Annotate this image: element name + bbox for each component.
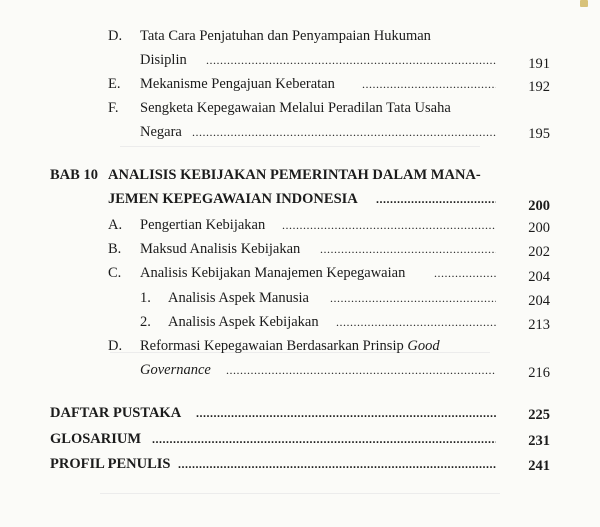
- toc-page-number: 191: [528, 56, 550, 72]
- toc-page-number: 200: [528, 220, 550, 236]
- toc-leader-dots: [206, 51, 496, 69]
- toc-leader-dots: [178, 455, 496, 473]
- toc-page-number: 204: [528, 293, 550, 309]
- toc-leader-dots: [226, 361, 496, 379]
- toc-leader-dots: [336, 313, 496, 331]
- toc-page-number: 216: [528, 365, 550, 381]
- toc-subtitle: Analisis Aspek Kebijakan: [168, 314, 319, 330]
- backmatter-page-number: 241: [528, 458, 550, 474]
- chapter-label: BAB 10: [50, 167, 98, 183]
- toc-letter: E.: [108, 76, 121, 92]
- toc-leader-dots: [282, 216, 496, 234]
- toc-page-number: 204: [528, 269, 550, 285]
- toc-leader-dots: [196, 404, 496, 422]
- toc-title-cont: Governance: [140, 362, 211, 378]
- toc-page-number: 195: [528, 126, 550, 142]
- toc-leader-dots: [192, 123, 496, 141]
- toc-subtitle: Analisis Aspek Manusia: [168, 290, 309, 306]
- chapter-title-cont: JEMEN KEPEGAWAIAN INDONESIA: [108, 191, 358, 207]
- toc-page-number: 213: [528, 317, 550, 333]
- toc-subnumber: 2.: [140, 314, 151, 330]
- backmatter-title: GLOSARIUM: [50, 431, 142, 447]
- backmatter-page-number: 225: [528, 407, 550, 423]
- toc-letter: D.: [108, 338, 123, 354]
- toc-title: Sengketa Kepegawaian Melalui Peradilan Tata Usaha: [140, 100, 451, 116]
- toc-title: Analisis Kebijakan Manajemen Kepegawaian: [140, 265, 406, 281]
- toc-title: Pengertian Kebijakan: [140, 217, 266, 233]
- toc-letter: F.: [108, 100, 119, 116]
- toc-letter: A.: [108, 217, 123, 233]
- toc-title-cont: Disiplin: [140, 52, 187, 68]
- toc-title-italic: Good: [407, 338, 440, 354]
- toc-title-cont: Negara: [140, 124, 182, 140]
- toc-title: Tata Cara Penjatuhan dan Penyampaian Hukuman: [140, 28, 431, 44]
- page-corner-marker: [580, 0, 588, 7]
- bleed-through-line: [120, 146, 480, 147]
- toc-page-number: 202: [528, 244, 550, 260]
- toc-subnumber: 1.: [140, 290, 151, 306]
- toc-letter: B.: [108, 241, 122, 257]
- backmatter-page-number: 231: [528, 433, 550, 449]
- toc-leader-dots: [320, 240, 496, 258]
- toc-title: Mekanisme Pengajuan Keberatan: [140, 76, 335, 92]
- toc-page-number: 192: [528, 79, 550, 95]
- toc-letter: C.: [108, 265, 122, 281]
- backmatter-title: DAFTAR PUSTAKA: [50, 405, 182, 421]
- toc-leader-dots: [330, 289, 496, 307]
- toc-leader-dots: [434, 264, 496, 282]
- toc-title: Maksud Analisis Kebijakan: [140, 241, 301, 257]
- toc-title-text: Reformasi Kepegawaian Berdasarkan Prinsip: [140, 338, 404, 354]
- toc-leader-dots: [376, 190, 496, 208]
- backmatter-title: PROFIL PENULIS: [50, 456, 171, 472]
- chapter-page-number: 200: [528, 198, 550, 214]
- toc-title: [140, 337, 440, 355]
- chapter-title: ANALISIS KEBIJAKAN PEMERINTAH DALAM MANA-: [108, 167, 481, 183]
- bleed-through-line: [100, 493, 500, 494]
- toc-leader-dots: [152, 430, 496, 448]
- toc-letter: D.: [108, 28, 123, 44]
- toc-leader-dots: [362, 75, 496, 93]
